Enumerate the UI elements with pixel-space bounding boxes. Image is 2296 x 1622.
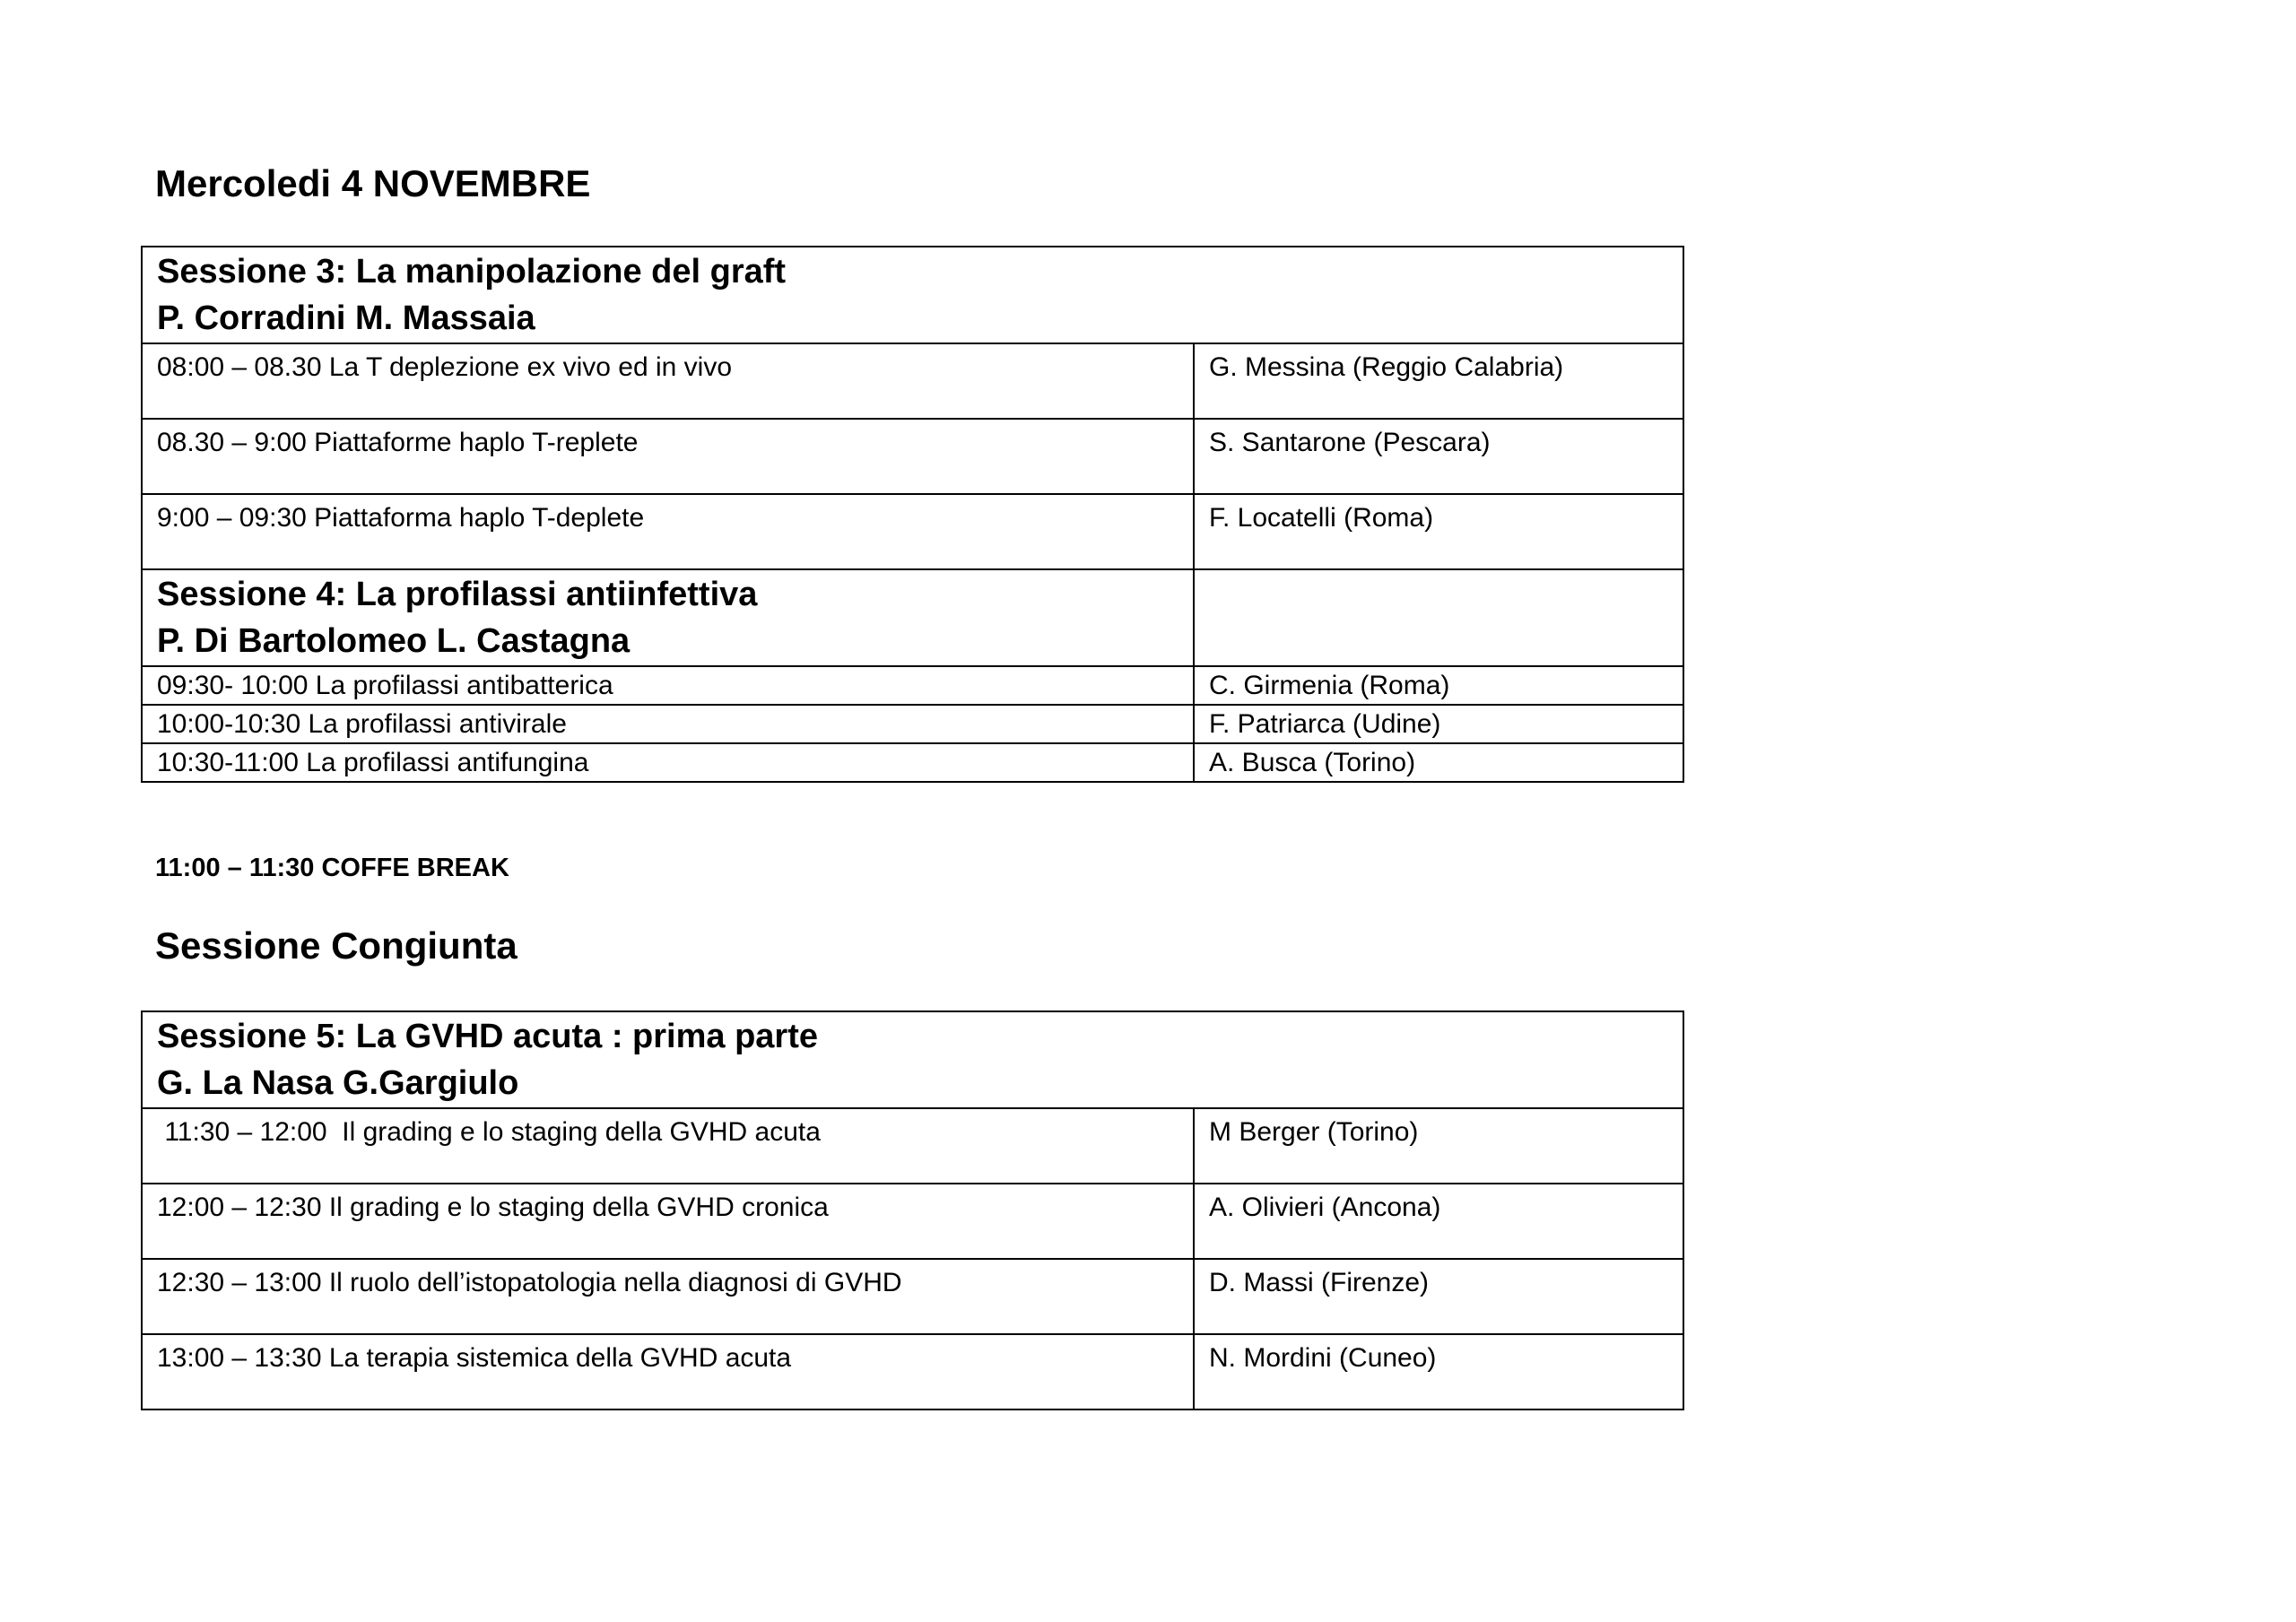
speaker-cell: C. Girmenia (Roma) [1194, 666, 1683, 705]
session-header-row [142, 247, 1683, 343]
talk-row [142, 1108, 1683, 1184]
talk-cell: 12:00 – 12:30 Il grading e lo staging della GVHD cronica [142, 1184, 1194, 1259]
schedule-table-morning [141, 246, 1684, 783]
talk-cell: 08.30 – 9:00 Piattaforme haplo T-replete [142, 419, 1194, 494]
session-chairs: P. Corradini M. Massaia [157, 299, 535, 337]
session-header-cell [142, 247, 1683, 343]
talk-row [142, 743, 1683, 782]
talk-row [142, 1259, 1683, 1334]
session-title: Sessione 5: La GVHD acuta : prima parte [157, 1018, 819, 1055]
talk-row [142, 1334, 1683, 1409]
speaker-cell: F. Patriarca (Udine) [1194, 705, 1683, 743]
session-header-row [142, 1011, 1683, 1108]
session-header-cell [142, 1011, 1683, 1108]
speaker-cell: G. Messina (Reggio Calabria) [1194, 343, 1683, 419]
talk-row [142, 1184, 1683, 1259]
session-header-row [142, 569, 1683, 666]
empty-cell [1194, 569, 1683, 666]
speaker-cell: F. Locatelli (Roma) [1194, 494, 1683, 569]
talk-row [142, 343, 1683, 419]
talk-row [142, 666, 1683, 705]
talk-cell: 09:30- 10:00 La profilassi antibatterica [142, 666, 1194, 705]
session-title: Sessione 4: La profilassi antiinfettiva [157, 576, 758, 613]
talk-row [142, 494, 1683, 569]
session-header-cell [142, 569, 1194, 666]
talk-cell: 12:30 – 13:00 Il ruolo dell’istopatologia nella diagnosi di GVHD [142, 1259, 1194, 1334]
joint-session-title: Sessione Congiunta [155, 924, 517, 967]
coffee-break: 11:00 – 11:30 COFFE BREAK [155, 854, 509, 882]
speaker-cell: D. Massi (Firenze) [1194, 1259, 1683, 1334]
talk-row [142, 419, 1683, 494]
session-chairs: G. La Nasa G.Gargiulo [157, 1064, 519, 1102]
day-title: Mercoledi 4 NOVEMBRE [155, 162, 591, 204]
talk-cell: 08:00 – 08.30 La T deplezione ex vivo ed in vivo [142, 343, 1194, 419]
talk-cell: 11:30 – 12:00 Il grading e lo staging della GVHD acuta [142, 1108, 1194, 1184]
talk-cell: 13:00 – 13:30 La terapia sistemica della GVHD acuta [142, 1334, 1194, 1409]
talk-cell: 9:00 – 09:30 Piattaforma haplo T-deplete [142, 494, 1194, 569]
session-title: Sessione 3: La manipolazione del graft [157, 253, 787, 291]
talk-row [142, 705, 1683, 743]
speaker-cell: S. Santarone (Pescara) [1194, 419, 1683, 494]
session-chairs: P. Di Bartolomeo L. Castagna [157, 622, 631, 660]
speaker-cell: N. Mordini (Cuneo) [1194, 1334, 1683, 1409]
speaker-cell: A. Busca (Torino) [1194, 743, 1683, 782]
speaker-cell: A. Olivieri (Ancona) [1194, 1184, 1683, 1259]
talk-cell: 10:30-11:00 La profilassi antifungina [142, 743, 1194, 782]
speaker-cell: M Berger (Torino) [1194, 1108, 1683, 1184]
schedule-table-joint [141, 1010, 1684, 1410]
talk-cell: 10:00-10:30 La profilassi antivirale [142, 705, 1194, 743]
